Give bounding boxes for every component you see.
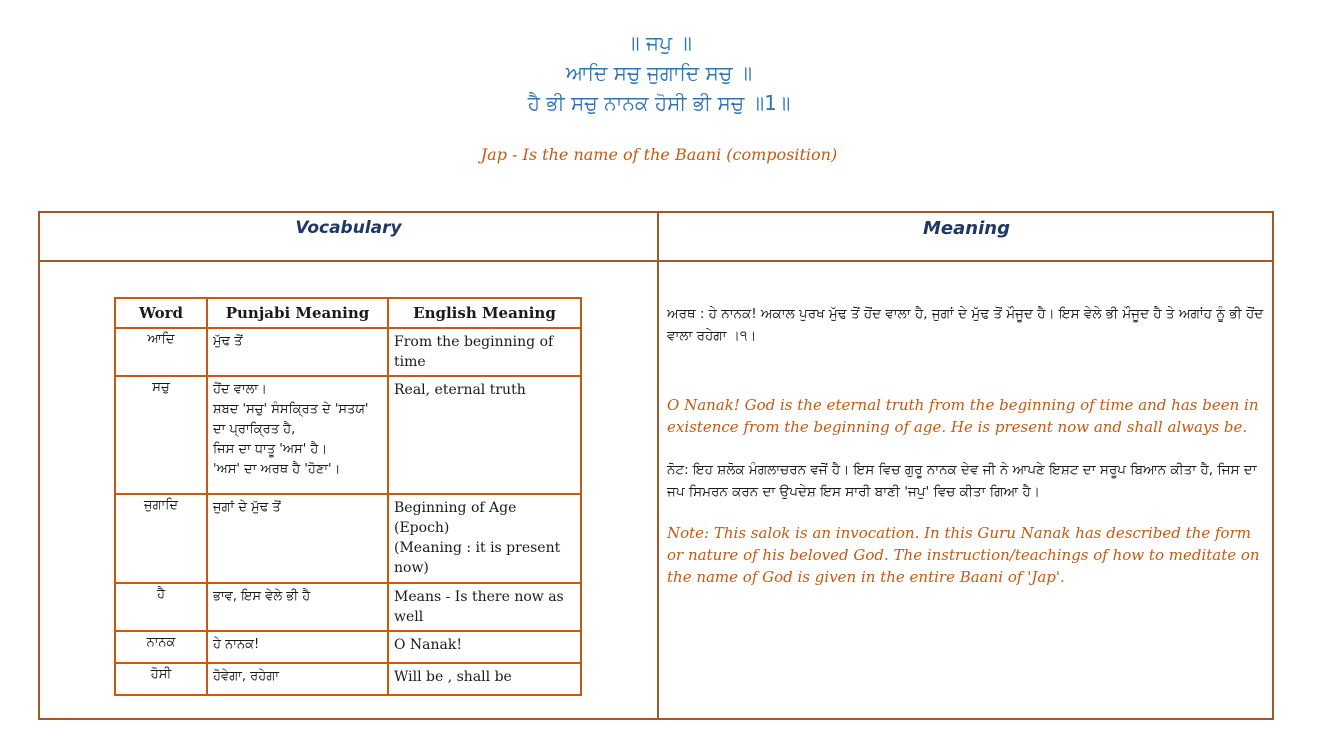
column-divider: [657, 213, 659, 718]
english-meaning-cell: From the beginning of time: [388, 328, 581, 376]
vocab-header-row: [115, 298, 581, 328]
punjabi-note-text: ਨੋਟ: ਇਹ ਸ਼ਲੋਕ ਮੰਗਲਾਚਰਨ ਵਜੋਂ ਹੈ। ਇਸ ਵਿਚ ਗੁਰੂ ਨਾਨਕ ਦੇਵ ਜੀ ਨੇ ਆਪਣੇ ਇਸ਼ਟ ਦਾ ਸਰੂਪ ਬਿਆਨ ਕੀਤਾ ਹੈ, ਜਿਸ ਦਾ ਜਪ ਸਿਮਰਨ ਕਰਨ ਦਾ ਉਪਦੇਸ਼ ਇਸ ਸਾਰੀ ਬਾਣੀ 'ਜਪੁ' ਵਿਚ ਕੀਤਾ ਗਿਆ ਹੈ।: [667, 462, 1257, 500]
word-cell: ਹੋਸੀ: [115, 663, 207, 695]
english-meaning-cell: O Nanak!: [388, 631, 581, 663]
subtitle: Jap - Is the name of the Baani (composition): [480, 145, 838, 164]
punjabi-meaning-cell: ਹੇ ਨਾਨਕ!: [207, 631, 388, 663]
punjabi-meaning-cell: ਹੋਂਦ ਵਾਲਾ। ਸ਼ਬਦ 'ਸਚੁ' ਸੰਸਕ੍ਰਿਤ ਦੇ 'ਸਤਯ' ਦਾ ਪ੍ਰਾਕ੍ਰਿਤ ਹੈ, ਜਿਸ ਦਾ ਧਾਤੂ 'ਅਸ' ਹੈ। 'ਅਸ' ਦਾ ਅਰਥ ਹੈ 'ਹੋਣਾ'।: [207, 376, 388, 494]
word-cell: ਨਾਨਕ: [115, 631, 207, 663]
gurbani-line-2: ਆਦਿ ਸਚੁ ਜੁਗਾਦਿ ਸਚੁ ॥: [565, 61, 753, 85]
meaning-heading: Meaning: [923, 218, 1010, 239]
table-row: [115, 376, 581, 494]
table-row: [115, 631, 581, 663]
punjabi-meaning-cell: ਹੋਵੇਗਾ, ਰਹੇਗਾ: [207, 663, 388, 695]
punjabi-meaning-cell: ਜੁਗਾਂ ਦੇ ਮੁੱਢ ਤੋਂ: [207, 494, 388, 583]
english-meaning-cell: Beginning of Age (Epoch) (Meaning : it is present now): [388, 494, 581, 583]
english-meaning-cell: Real, eternal truth: [388, 376, 581, 494]
english-meaning-column-header: English Meaning: [388, 298, 581, 328]
english-meaning-text: O Nanak! God is the eternal truth from the beginning of time and has been in existence from the beginning of age. He is present now and shall always be.: [667, 396, 1259, 436]
table-row: [115, 494, 581, 583]
punjabi-meaning-text: ਅਰਥ : ਹੇ ਨਾਨਕ! ਅਕਾਲ ਪੁਰਖ ਮੁੱਢ ਤੋਂ ਹੋਂਦ ਵਾਲਾ ਹੈ, ਜੁਗਾਂ ਦੇ ਮੁੱਢ ਤੋਂ ਮੌਜੂਦ ਹੈ। ਇਸ ਵੇਲੇ ਭੀ ਮੌਜੂਦ ਹੈ ਤੇ ਅਗਾਂਹ ਨੂੰ ਭੀ ਹੋਂਦ ਵਾਲਾ ਰਹੇਗਾ ।੧।: [667, 306, 1264, 344]
main-table: [38, 211, 1274, 720]
punjabi-meaning-cell: ਮੁੱਢ ਤੋਂ: [207, 328, 388, 376]
word-cell: ਆਦਿ: [115, 328, 207, 376]
table-row: [115, 583, 581, 631]
gurbani-line-1: ॥ ਜਪੁ ॥: [626, 31, 692, 55]
header-divider: [40, 260, 1272, 262]
vocabulary-table: [114, 297, 582, 696]
punjabi-meaning-cell: ਭਾਵ, ਇਸ ਵੇਲੇ ਭੀ ਹੈ: [207, 583, 388, 631]
table-row: [115, 663, 581, 695]
word-cell: ਸਚੁ: [115, 376, 207, 494]
word-cell: ਹੈ: [115, 583, 207, 631]
english-note-text: Note: This salok is an invocation. In this Guru Nanak has described the form or nature of his beloved God. The instruction/teachings of how to meditate on the name of God is given in the entire Baani of 'Jap'.: [667, 524, 1260, 586]
word-cell: ਜੁਗਾਦਿ: [115, 494, 207, 583]
english-meaning-cell: Will be , shall be: [388, 663, 581, 695]
vocabulary-heading: Vocabulary: [295, 218, 402, 238]
word-column-header: Word: [115, 298, 207, 328]
table-row: [115, 328, 581, 376]
gurbani-line-3: ਹੈ ਭੀ ਸਚੁ ਨਾਨਕ ਹੋਸੀ ਭੀ ਸਚੁ ॥1॥: [527, 91, 791, 115]
punjabi-meaning-column-header: Punjabi Meaning: [207, 298, 388, 328]
english-meaning-cell: Means - Is there now as well: [388, 583, 581, 631]
